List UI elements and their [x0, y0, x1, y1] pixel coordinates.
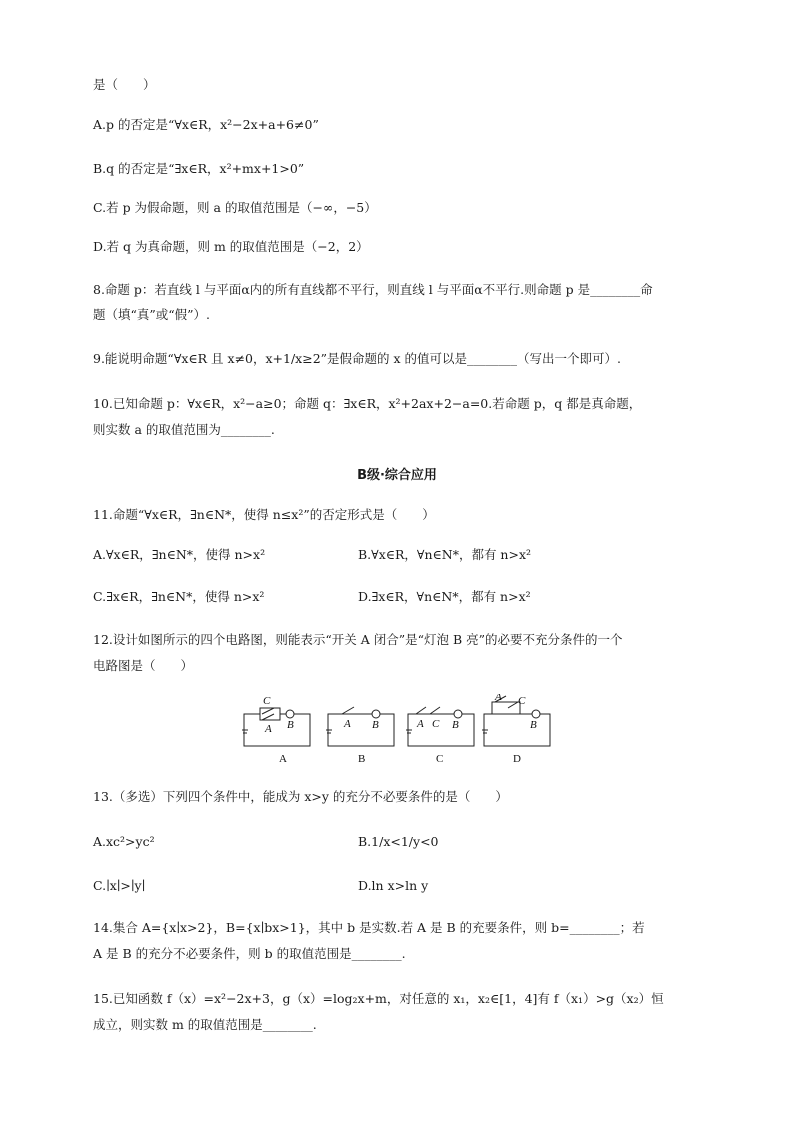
q13-option-d: D.ln x>ln y — [358, 878, 429, 893]
q15-line-2: 成立，则实数 m 的取值范围是________. — [93, 1017, 317, 1032]
circuit-d-switch-a-label: A — [495, 694, 502, 703]
q13-option-c: C.∣x∣>∣y∣ — [93, 878, 146, 893]
q12-line-2: 电路图是（ ） — [93, 658, 194, 673]
q11-option-b: B.∀x∈R，∀n∈N*，都有 n>x² — [358, 547, 532, 562]
q7-option-a: A.p 的否定是“∀x∈R，x²−2x+a+6≠0” — [93, 117, 319, 132]
circuit-b-bulb-label: B — [372, 719, 379, 731]
q7-option-d: D.若 q 为真命题，则 m 的取值范围是（−2，2） — [93, 239, 369, 254]
q8-line-1: 8.命题 p：若直线 l 与平面α内的所有直线都不平行，则直线 l 与平面α不平行.则命题 p 是________命 — [93, 282, 653, 297]
q7-option-c: C.若 p 为假命题，则 a 的取值范围是（−∞，−5） — [93, 200, 377, 215]
q10-line-2: 则实数 a 的取值范围为________. — [93, 422, 275, 437]
circuit-a-switch-a-label: A — [265, 723, 272, 735]
circuit-d-label: D — [513, 753, 521, 765]
circuit-c-bulb-label: B — [452, 719, 459, 731]
q9-line-1: 9.能说明命题“∀x∈R 且 x≠0，x+1/x≥2”是假命题的 x 的值可以是________（写出一个即可）. — [93, 351, 622, 366]
q7-tail: 是（ ） — [93, 77, 156, 92]
q7-option-b: B.q 的否定是“∃x∈R，x²+mx+1>0” — [93, 161, 305, 176]
q11-option-c: C.∃x∈R，∃n∈N*，使得 n>x² — [93, 589, 265, 604]
circuit-a-label: A — [279, 753, 287, 765]
q12-line-1: 12.设计如图所示的四个电路图，则能表示“开关 A 闭合”是“灯泡 B 亮”的必要不充分条件的一个 — [93, 632, 623, 647]
q8-line-2: 题（填“真”或“假”）. — [93, 307, 211, 322]
q10-line-1: 10.已知命题 p：∀x∈R，x²−a≥0；命题 q：∃x∈R，x²+2ax+2−a=0.若命题 p，q 都是真命题， — [93, 396, 642, 411]
q11-option-a: A.∀x∈R，∃n∈N*，使得 n>x² — [93, 547, 266, 562]
circuit-d-bulb-label: B — [530, 719, 537, 731]
circuit-a-switch-c-label: C — [263, 695, 271, 707]
q13-option-b: B.1/x<1/y<0 — [358, 834, 439, 849]
q13-option-a: A.xc²>yc² — [93, 834, 155, 849]
circuit-a-bulb-label: B — [287, 719, 294, 731]
q11-stem: 11.命题“∀x∈R，∃n∈N*，使得 n≤x²”的否定形式是（ ） — [93, 507, 435, 522]
circuit-diagrams — [234, 694, 564, 770]
circuit-d-switch-c-label: C — [518, 695, 526, 707]
circuit-c — [406, 707, 474, 765]
q15-line-1: 15.已知函数 f（x）=x²−2x+3，g（x）=log₂x+m，对任意的 x₁，x₂∈[1，4]有 f（x₁）>g（x₂）恒 — [93, 991, 664, 1006]
circuit-c-label: C — [436, 753, 444, 765]
q11-option-d: D.∃x∈R，∀n∈N*，都有 n>x² — [358, 589, 531, 604]
circuit-a — [242, 695, 310, 765]
q14-line-1: 14.集合 A={x∣x>2}，B={x∣bx>1}，其中 b 是实数.若 A 是 B 的充要条件，则 b=________；若 — [93, 920, 645, 935]
q14-line-2: A 是 B 的充分不必要条件，则 b 的取值范围是________. — [93, 946, 406, 961]
circuit-b-switch-a-label: A — [344, 718, 351, 730]
q13-stem: 13.（多选）下列四个条件中，能成为 x>y 的充分不必要条件的是（ ） — [93, 789, 508, 804]
circuit-c-switch-a-label: A — [417, 718, 424, 730]
circuit-d — [482, 694, 550, 765]
circuit-b-label: B — [358, 753, 366, 765]
circuit-b — [326, 707, 394, 765]
section-b-title: B级·综合应用 — [357, 468, 437, 483]
circuit-c-switch-c-label: C — [432, 718, 440, 730]
